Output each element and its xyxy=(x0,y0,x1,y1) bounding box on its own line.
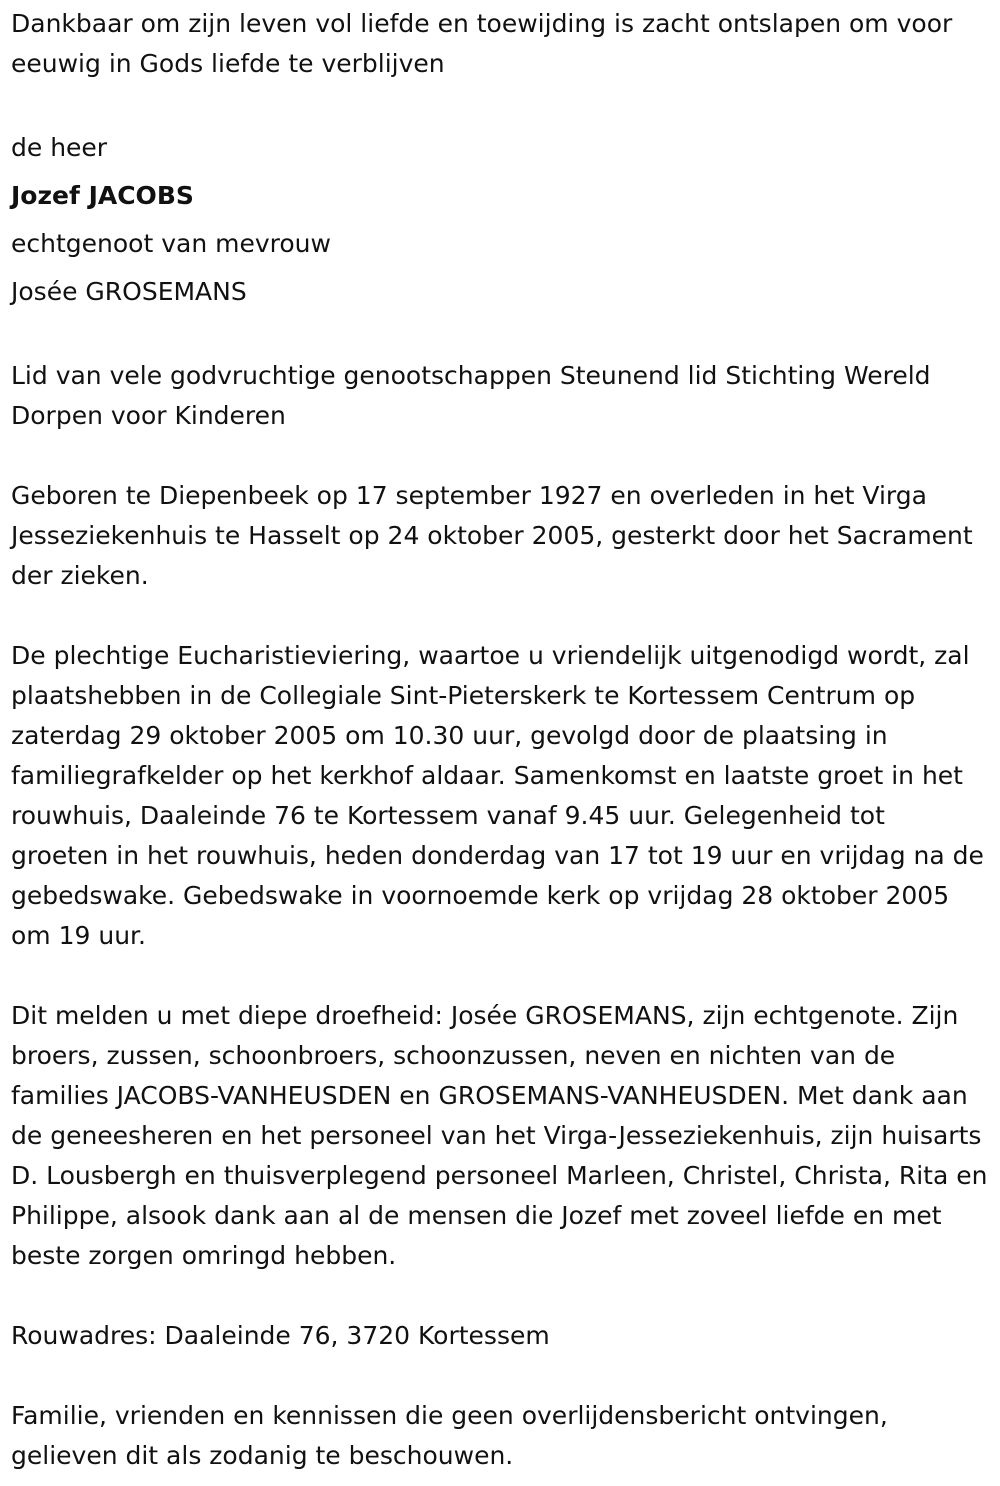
spacer xyxy=(11,956,990,996)
spacer xyxy=(11,436,990,476)
spacer xyxy=(11,1276,990,1316)
spacer xyxy=(11,596,990,636)
memberships-paragraph: Lid van vele godvruchtige genootschappen Steunend lid Stichting Wereld Dorpen voor Kinderen xyxy=(11,361,931,430)
spouse-name: Josée GROSEMANS xyxy=(11,277,247,306)
announcement-paragraph: Dit melden u met diepe droefheid: Josée GROSEMANS, zijn echtgenote. Zijn broers, zussen, schoonbroers, schoonzussen, neven en nichten van de families JACOBS-VANHEUSDEN en GROSEMANS-VANHEUSDEN. Met dank aan de geneesheren en het personeel van het Virga-Jesseziekenhuis, zijn huisarts D. Lousbergh en thuisverplegend personeel Marleen, Christel, Christa, Rita en Philippe, alsook dank aan al de mensen die Jozef met zoveel liefde en met beste zorgen omringd hebben. xyxy=(11,1001,988,1270)
birth-death-paragraph: Geboren te Diepenbeek op 17 september 1927 en overleden in het Virga Jesseziekenhuis te Hasselt op 24 oktober 2005, gesterkt door het Sacrament der zieken. xyxy=(11,481,973,590)
spacer xyxy=(11,1356,990,1396)
deceased-name: Jozef JACOBS xyxy=(11,181,194,210)
intro-paragraph: Dankbaar om zijn leven vol liefde en toewijding is zacht ontslapen om voor eeuwig in Gods liefde te verblijven xyxy=(11,9,953,78)
honorific: de heer xyxy=(11,133,108,162)
ceremony-paragraph: De plechtige Eucharistieviering, waartoe u vriendelijk uitgenodigd wordt, zal plaatshebben in de Collegiale Sint-Pieterskerk te Kortessem Centrum op zaterdag 29 oktober 2005 om 10.30 uur, gevolgd door de plaatsing in familiegrafkelder op het kerkhof aldaar. Samenkomst en laatste groet in het rouwhuis, Daaleinde 76 te Kortessem vanaf 9.45 uur. Gelegenheid tot groeten in het rouwhuis, heden donderdag van 17 tot 19 uur en vrijdag na de gebedswake. Gebedswake in voornoemde kerk op vrijdag 28 oktober 2005 om 19 uur. xyxy=(11,641,984,950)
closing-paragraph: Familie, vrienden en kennissen die geen overlijdensbericht ontvingen, gelieven dit als zodanig te beschouwen. xyxy=(11,1401,888,1470)
spacer xyxy=(11,316,990,356)
spouse-relation: echtgenoot van mevrouw xyxy=(11,229,331,258)
spacer xyxy=(11,84,990,124)
mourning-address: Rouwadres: Daaleinde 76, 3720 Kortessem xyxy=(11,1321,550,1350)
